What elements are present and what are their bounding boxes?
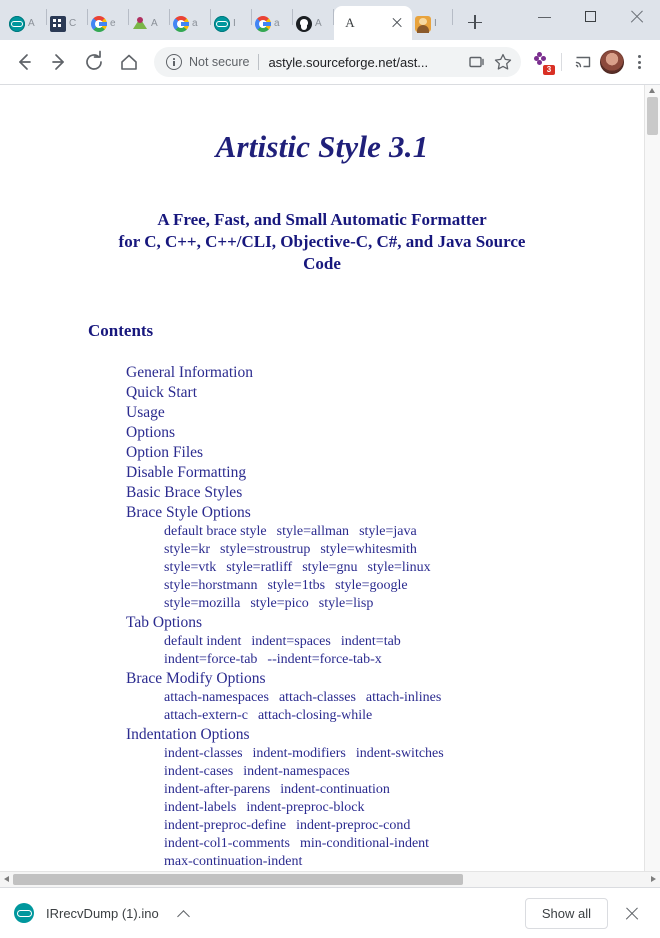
toc-subline xyxy=(164,799,644,817)
tab[interactable] xyxy=(412,7,452,40)
omnibox-divider xyxy=(258,54,259,70)
google-icon xyxy=(255,16,271,32)
toc-link[interactable]: indent=force-tab xyxy=(164,652,258,667)
toc-link[interactable]: attach-closing-while xyxy=(257,708,373,723)
toc-gap xyxy=(267,523,277,541)
forward-button[interactable] xyxy=(43,46,75,78)
person-icon xyxy=(415,16,431,32)
toc-link[interactable]: style=horstmann xyxy=(164,578,258,593)
toc-link[interactable]: Option Files xyxy=(126,444,204,461)
toc-link[interactable]: attach-inlines xyxy=(365,690,442,705)
web-page xyxy=(0,85,644,871)
toc-link[interactable]: indent-switches xyxy=(355,746,444,761)
toc-subline xyxy=(164,633,644,651)
toc-subline xyxy=(164,541,644,559)
table-of-contents xyxy=(0,363,644,871)
toc-gap xyxy=(216,559,226,577)
toc-subline xyxy=(164,763,644,781)
address-bar[interactable] xyxy=(154,47,521,77)
toc-link[interactable]: default brace style xyxy=(164,524,267,539)
tab-active[interactable] xyxy=(334,6,412,40)
toc-gap xyxy=(248,707,258,725)
toc-subline xyxy=(164,523,644,541)
tab-title: A xyxy=(315,18,322,29)
toc-link[interactable]: style=kr xyxy=(164,542,210,557)
contents-heading: Contents xyxy=(88,321,154,340)
toc-subline xyxy=(164,853,644,871)
scroll-right-icon[interactable] xyxy=(651,876,656,882)
toc-link[interactable]: style=lisp xyxy=(318,596,374,611)
subtitle-line-3: Code xyxy=(303,254,341,273)
show-all-button[interactable]: Show all xyxy=(525,898,608,929)
toc-gap xyxy=(292,559,302,577)
tab-separator xyxy=(452,9,453,25)
reload-button[interactable] xyxy=(78,46,110,78)
toc-link[interactable]: indent-col1-comments xyxy=(164,836,290,851)
leaf-icon xyxy=(132,16,148,32)
toc-gap xyxy=(358,559,368,577)
tab[interactable] xyxy=(6,7,46,40)
browser-toolbar xyxy=(0,40,660,85)
toc-gap xyxy=(270,781,280,799)
toc-link[interactable]: indent=tab xyxy=(340,634,401,649)
url-text: astyle.sourceforge.net/ast... xyxy=(268,54,429,70)
toc-link[interactable]: General Information xyxy=(126,364,253,381)
toc-link[interactable]: indent-namespaces xyxy=(243,764,350,779)
tab-title: A xyxy=(28,18,35,29)
toc-line xyxy=(126,363,644,383)
toc-link[interactable]: style=1tbs xyxy=(267,578,326,593)
page-viewport xyxy=(0,85,660,871)
toc-subline xyxy=(164,595,644,613)
toc-line xyxy=(126,669,644,689)
toc-link[interactable]: attach-classes xyxy=(278,690,356,705)
minimize-button[interactable] xyxy=(522,0,568,32)
tab-strip xyxy=(0,0,660,40)
toc-gap xyxy=(236,799,246,817)
toc-line xyxy=(126,443,644,463)
astyle-icon: A xyxy=(345,15,355,30)
toc-line xyxy=(126,483,644,503)
page-title: Artistic Style 3.1 xyxy=(215,129,429,164)
toc-gap xyxy=(310,541,320,559)
toc-line xyxy=(126,403,644,423)
toc-gap xyxy=(257,577,267,595)
toc-gap xyxy=(243,745,253,763)
new-tab-button[interactable] xyxy=(461,8,489,36)
toc-gap xyxy=(233,763,243,781)
toc-link[interactable]: style=whitesmith xyxy=(320,542,417,557)
toc-subline xyxy=(164,689,644,707)
tab-title: C xyxy=(69,18,77,29)
tab-title: I xyxy=(434,18,437,29)
grapes-icon xyxy=(533,52,547,65)
vertical-scrollbar[interactable] xyxy=(644,85,660,871)
toc-subline xyxy=(164,745,644,763)
toc-gap xyxy=(210,541,220,559)
toc-link[interactable]: style=gnu xyxy=(302,560,358,575)
toc-link[interactable]: attach-extern-c xyxy=(164,708,248,723)
bookmark-star-icon[interactable] xyxy=(491,50,515,74)
toc-link[interactable]: style=linux xyxy=(367,560,431,575)
github-icon xyxy=(296,16,312,32)
install-app-icon[interactable] xyxy=(465,50,489,74)
toc-subline xyxy=(164,707,644,725)
tabs-area xyxy=(0,0,522,40)
maximize-button[interactable] xyxy=(568,0,614,32)
toc-link[interactable]: Brace Modify Options xyxy=(126,670,266,687)
toc-gap xyxy=(346,745,356,763)
tab-title: A xyxy=(151,18,158,29)
google-icon xyxy=(173,16,189,32)
toc-link[interactable]: Brace Style Options xyxy=(126,504,251,521)
horizontal-scrollbar[interactable] xyxy=(0,871,660,887)
toc-link[interactable]: indent-classes xyxy=(164,746,243,761)
toc-gap xyxy=(331,633,341,651)
toc-link[interactable]: indent-preproc-define xyxy=(164,818,287,833)
toc-subline xyxy=(164,651,644,669)
profile-avatar[interactable] xyxy=(600,50,624,74)
toc-gap xyxy=(286,817,296,835)
page-subtitle xyxy=(102,209,542,275)
window-controls xyxy=(522,0,660,40)
toc-link[interactable]: default indent xyxy=(164,634,242,649)
horizontal-scroll-thumb[interactable] xyxy=(13,874,463,885)
arduino-icon xyxy=(9,16,25,32)
toc-link[interactable]: max-continuation-indent xyxy=(164,854,303,869)
subtitle-line-1: A Free, Fast, and Small Automatic Formatter xyxy=(157,210,487,229)
toc-line xyxy=(126,725,644,745)
toc-link[interactable]: style=java xyxy=(359,524,417,539)
toc-link[interactable]: style=ratliff xyxy=(226,560,293,575)
toc-link[interactable]: style=allman xyxy=(276,524,350,539)
scroll-up-icon[interactable] xyxy=(649,88,655,93)
tab[interactable] xyxy=(129,7,169,40)
home-button[interactable] xyxy=(113,46,145,78)
scroll-left-icon[interactable] xyxy=(4,876,9,882)
toc-subline xyxy=(164,577,644,595)
extension-icon[interactable] xyxy=(529,49,555,75)
google-icon xyxy=(91,16,107,32)
toc-link[interactable]: Options xyxy=(126,424,176,441)
tab-title: a xyxy=(274,18,280,29)
arduino-icon xyxy=(214,16,230,32)
toc-gap xyxy=(356,689,366,707)
toc-subline xyxy=(164,817,644,835)
chrome-menu-button[interactable] xyxy=(626,49,652,75)
toc-link[interactable]: --indent=force-tab-x xyxy=(267,652,382,667)
toc-link[interactable]: indent-modifiers xyxy=(252,746,346,761)
toc-link[interactable]: style=vtk xyxy=(164,560,217,575)
toc-link[interactable]: Disable Formatting xyxy=(126,464,247,481)
toc-line xyxy=(126,383,644,403)
cast-icon[interactable] xyxy=(570,49,596,75)
close-download-bar-button[interactable] xyxy=(618,899,646,927)
toc-gap xyxy=(349,523,359,541)
tab-close-icon[interactable] xyxy=(390,16,404,30)
download-bar xyxy=(0,887,660,938)
back-button[interactable] xyxy=(8,46,40,78)
toc-link[interactable]: indent=spaces xyxy=(251,634,331,649)
tab-title: e xyxy=(110,18,116,29)
toc-link[interactable]: min-conditional-indent xyxy=(299,836,430,851)
toc-gap xyxy=(240,595,250,613)
toc-link[interactable]: Indentation Options xyxy=(126,726,250,743)
toc-link[interactable]: Usage xyxy=(126,404,165,421)
toc-link[interactable]: indent-continuation xyxy=(280,782,390,797)
toc-link[interactable]: style=pico xyxy=(250,596,309,611)
toc-gap xyxy=(290,835,300,853)
toc-link[interactable]: style=google xyxy=(335,578,408,593)
extension-badge: 3 xyxy=(543,65,555,75)
toc-gap xyxy=(325,577,335,595)
toc-link[interactable]: indent-preproc-block xyxy=(246,800,365,815)
toc-subline xyxy=(164,559,644,577)
chevron-up-icon[interactable] xyxy=(173,902,195,924)
tab-title: a xyxy=(192,18,198,29)
toc-link[interactable]: Tab Options xyxy=(126,614,202,631)
toc-line xyxy=(126,463,644,483)
vertical-scroll-thumb[interactable] xyxy=(647,97,658,135)
tab[interactable] xyxy=(211,7,251,40)
toc-gap xyxy=(309,595,319,613)
download-file-name: IRrecvDump (1).ino xyxy=(46,905,159,921)
tab[interactable] xyxy=(170,7,210,40)
tab[interactable] xyxy=(88,7,128,40)
download-item[interactable] xyxy=(14,897,195,929)
toc-line xyxy=(126,613,644,633)
toc-link[interactable]: indent-cases xyxy=(164,764,234,779)
toc-gap xyxy=(269,689,279,707)
toc-link[interactable]: attach-namespaces xyxy=(164,690,269,705)
toc-subline xyxy=(164,835,644,853)
toc-link[interactable]: Basic Brace Styles xyxy=(126,484,243,501)
toc-link[interactable]: indent-preproc-cond xyxy=(296,818,411,833)
tab[interactable] xyxy=(47,7,87,40)
subtitle-line-2: for C, C++, C++/CLI, Objective-C, C#, and Java Source xyxy=(118,232,526,251)
toc-line xyxy=(126,423,644,443)
building-icon xyxy=(50,16,66,32)
toolbar-divider xyxy=(561,53,562,71)
tab[interactable] xyxy=(252,7,292,40)
toc-subline xyxy=(164,781,644,799)
toc-link[interactable]: indent-labels xyxy=(164,800,237,815)
toc-link[interactable]: indent-after-parens xyxy=(164,782,271,797)
arduino-file-icon xyxy=(14,903,34,923)
security-status: Not secure xyxy=(189,55,250,69)
info-icon[interactable] xyxy=(166,54,182,70)
toc-gap xyxy=(241,633,251,651)
toc-link[interactable]: style=mozilla xyxy=(164,596,241,611)
close-window-button[interactable] xyxy=(614,0,660,32)
toc-gap xyxy=(257,651,267,669)
toc-line xyxy=(126,503,644,523)
tab-title: I xyxy=(233,18,236,29)
toc-link[interactable]: Quick Start xyxy=(126,384,198,401)
toc-link[interactable]: style=stroustrup xyxy=(220,542,311,557)
tab[interactable] xyxy=(293,7,333,40)
